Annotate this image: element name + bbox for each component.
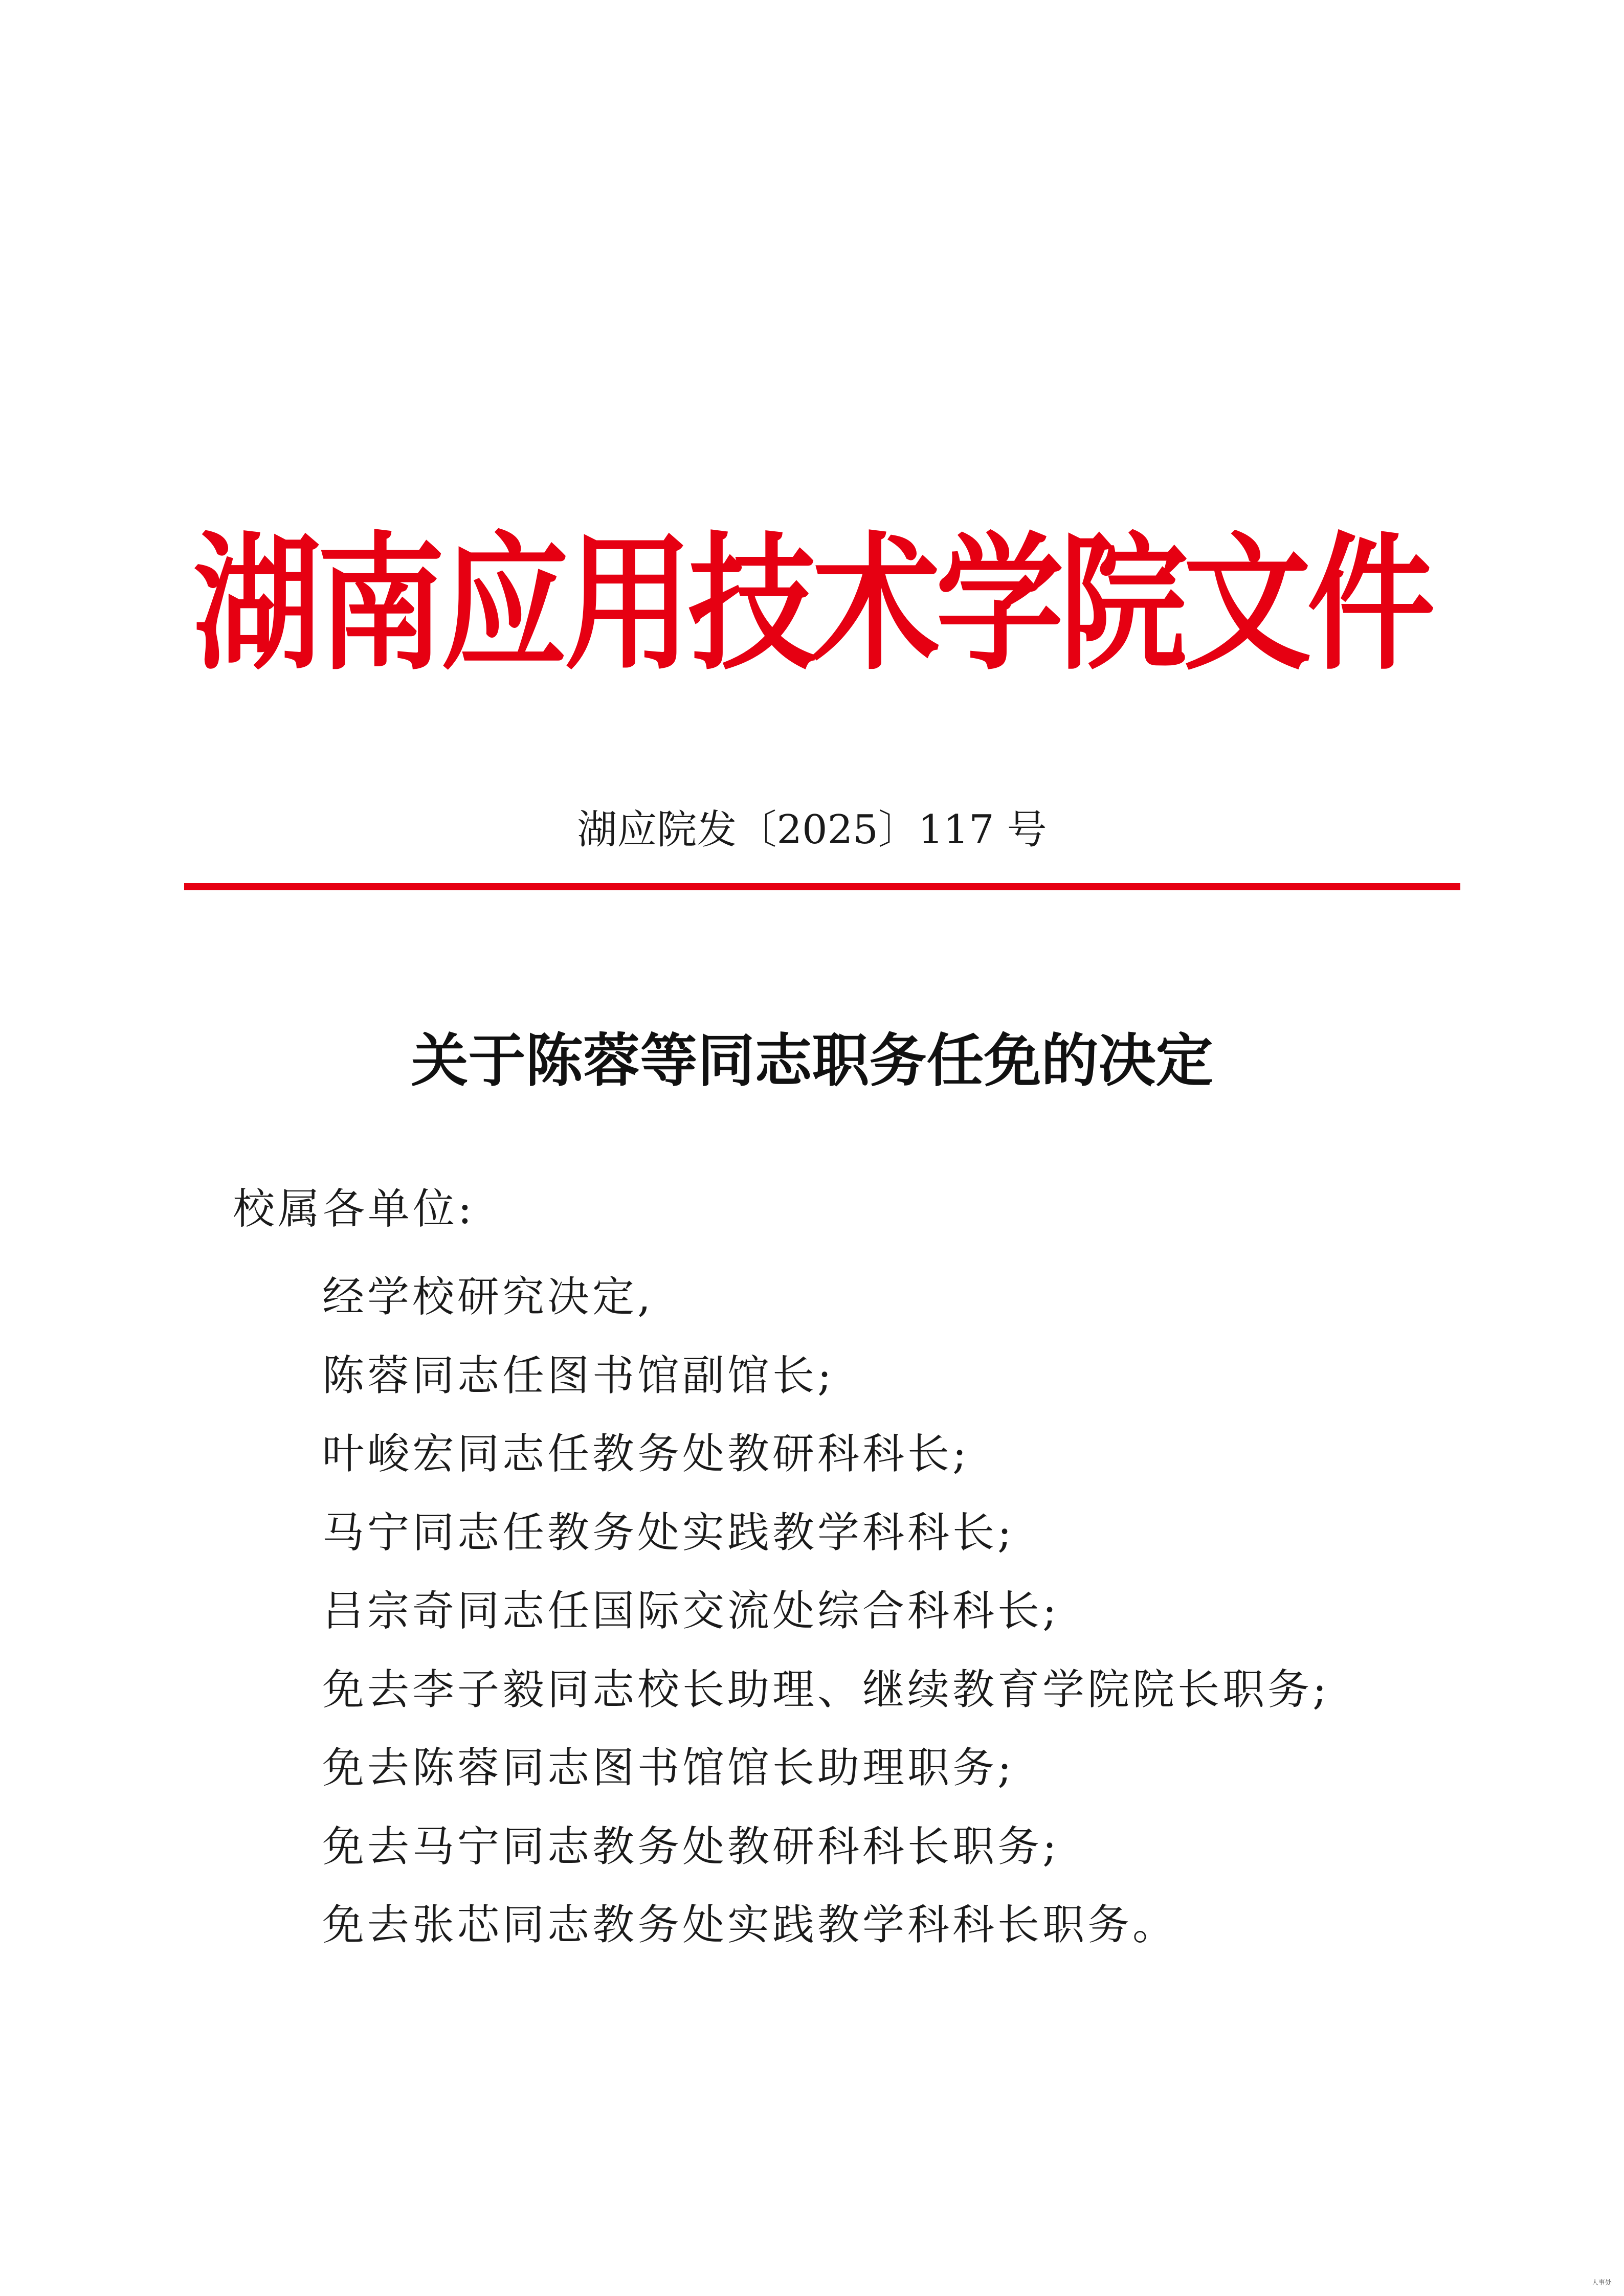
body-line: 吕宗奇同志任国际交流处综合科科长; xyxy=(322,1587,1060,1635)
salutation: 校属各单位: xyxy=(233,1185,475,1233)
red-divider-line xyxy=(184,883,1460,890)
body-line: 经学校研究决定, xyxy=(322,1273,654,1321)
document-masthead: 湖南应用技术学院文件 xyxy=(193,516,1431,690)
body-line: 免去马宁同志教务处教研科科长职务; xyxy=(322,1822,1060,1871)
body-line: 免去张芯同志教务处实践教学科科长职务。 xyxy=(322,1901,1178,1949)
body-line: 陈蓉同志任图书馆副馆长; xyxy=(322,1351,835,1400)
body-line: 免去陈蓉同志图书馆馆长助理职务; xyxy=(322,1744,1015,1792)
body-line: 免去李子毅同志校长助理、继续教育学院院长职务; xyxy=(322,1665,1330,1714)
document-body xyxy=(322,1258,1550,1965)
document-number: 湖应院发〔2025〕117 号 xyxy=(577,807,1047,853)
body-line: 马宁同志任教务处实践教学科科长; xyxy=(322,1508,1015,1557)
body-line: 叶峻宏同志任教务处教研科科长; xyxy=(322,1430,970,1478)
footer-department-mark: 人事处 xyxy=(1591,2279,1612,2287)
document-title: 关于陈蓉等同志职务任免的决定 xyxy=(411,1027,1213,1094)
